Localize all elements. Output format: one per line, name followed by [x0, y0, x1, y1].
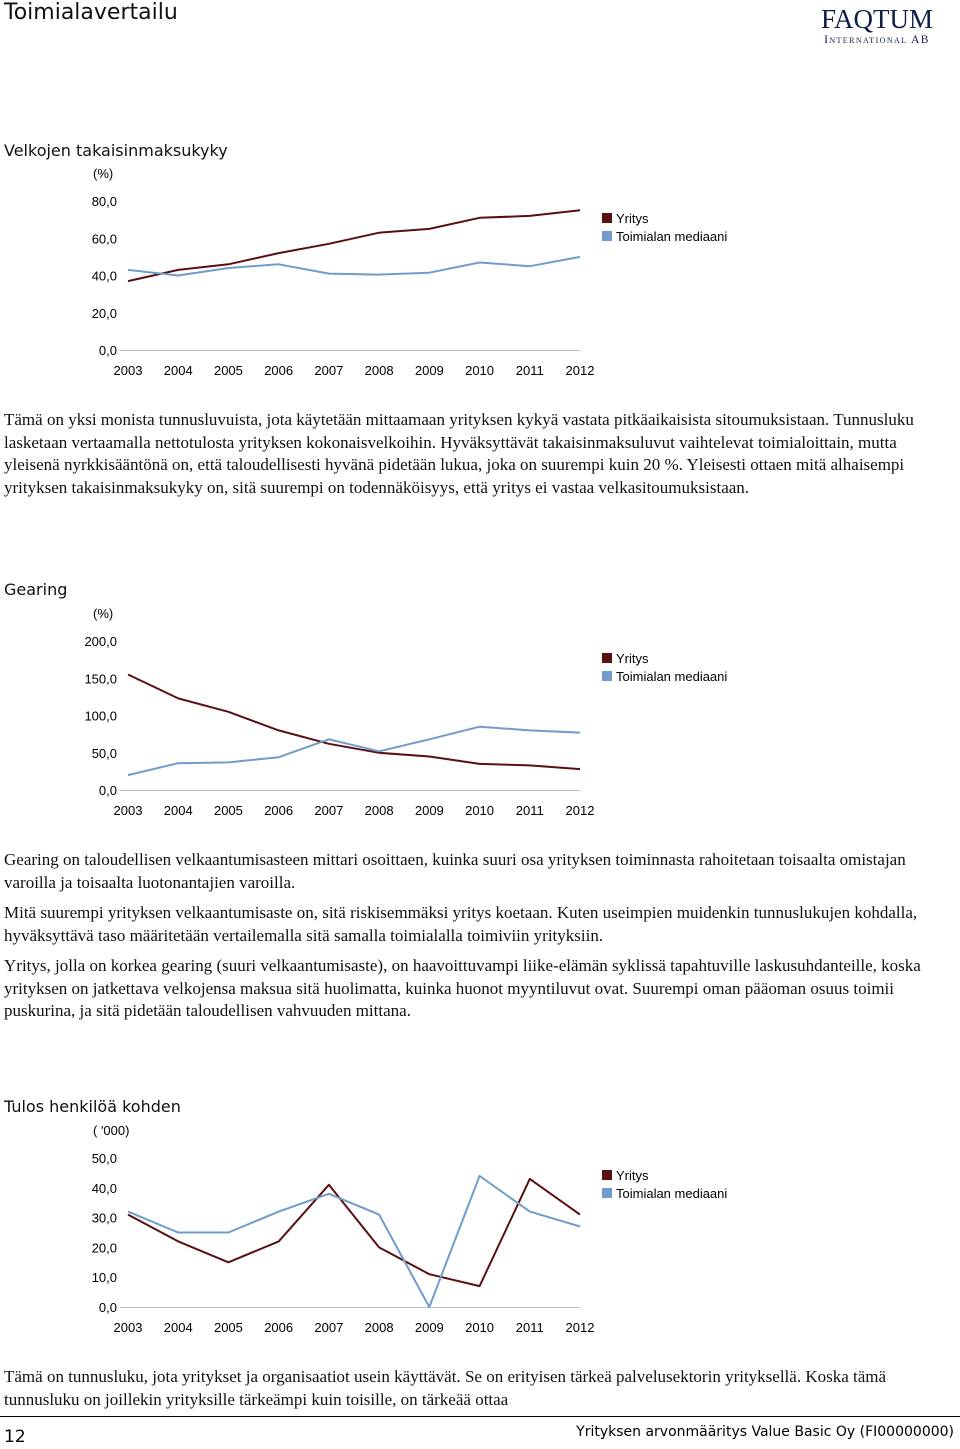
x-tick-label: 2009	[414, 1320, 444, 1335]
x-tick-label: 2008	[364, 363, 394, 378]
logo-main-text: FAQTUM	[820, 4, 934, 34]
y-tick-label: 60,0	[91, 231, 117, 247]
x-tick-label: 2007	[314, 363, 344, 378]
x-tick-label: 2005	[213, 1320, 243, 1335]
paragraph: Yritys, jolla on korkea gearing (suuri velkaantumisaste), on haavoittuvampi liike-elämän syklissä tapahtuville laskusuhdanteille, koska yrityksen on jatkettava velkojensa maksua sitä huolimatta, kuinka huonot myyntiluvut ovat. Suurempi oman pääoman osuus toimii puskurina, ja sitä pidetään taloudellisen vahvuuden mittana.	[4, 956, 921, 1020]
x-tick-label: 2009	[414, 803, 444, 818]
x-tick-label: 2010	[465, 1320, 495, 1335]
legend-label: Yritys	[616, 1168, 649, 1183]
legend-label: Yritys	[616, 211, 649, 226]
legend-swatch	[602, 231, 612, 241]
footer-text: Yrityksen arvonmääritys Value Basic Oy (FI00000000)	[576, 1424, 954, 1440]
paragraph: Mitä suurempi yrityksen velkaantumisaste on, sitä riskisemmäksi yritys koetaan. Kuten useimpien muidenkin tunnuslukujen kohdalla, hyväksyttävä taso määritetään vertailemalla sitä samalla toimialalla toimiviin yrityksiin.	[4, 903, 918, 945]
x-tick-label: 2012	[565, 803, 595, 818]
x-tick-label: 2008	[364, 1320, 394, 1335]
series-line-company	[128, 675, 580, 770]
x-tick-label: 2007	[314, 803, 344, 818]
text-repayment	[4, 409, 956, 499]
paragraph: Tämä on tunnusluku, jota yritykset ja organisaatiot usein käyttävät. Se on erityisen tärkeä palvelusektorin yrityksellä. Koska tämä tunnusluku on joillekin yrityksille tärkeämpi kuin toisille, on tärkeää ottaa	[4, 1367, 887, 1409]
x-tick-label: 2011	[515, 363, 544, 378]
page-title: Toimialavertailu	[4, 0, 178, 25]
legend-swatch	[602, 1170, 612, 1180]
paragraph: Tämä on yksi monista tunnusluvuista, jota käytetään mittaamaan yrityksen kykyä vastata pitkäaikaisista sitoumuksistaan. Tunnusluku lasketaan vertaamalla nettotulosta yrityksen kokonaisvelkoihin. Hyväksyttävät takaisinmaksuluvut vaihtelevat toimialoittain, mutta yleisenä nyrkkisääntönä on, että taloudellisesti hyvänä pidetään lukua, joka on suurempi kuin 20 %. Yleisesti ottaen mitä alhaisempi yrityksen takaisinmaksukyky on, sitä suurempi on todennäköisyys, että yritys ei vastaa velkasitoumuksistaan.	[4, 410, 914, 497]
footer-divider	[0, 1416, 960, 1417]
section-title-profit-per-person: Tulos henkilöä kohden	[4, 1097, 181, 1116]
x-tick-label: 2007	[314, 1320, 344, 1335]
x-tick-label: 2011	[515, 803, 544, 818]
x-tick-label: 2004	[163, 1320, 193, 1335]
legend-swatch	[602, 653, 612, 663]
x-tick-label: 2010	[465, 363, 495, 378]
y-tick-label: 150,0	[84, 671, 117, 687]
legend-label: Toimialan mediaani	[616, 669, 728, 684]
legend-label: Toimialan mediaani	[616, 1186, 728, 1201]
series-line-company	[128, 210, 580, 281]
legend-label: Toimialan mediaani	[616, 229, 728, 244]
chart-profit-per-person	[0, 1117, 960, 1342]
y-tick-label: 10,0	[91, 1270, 117, 1286]
x-tick-label: 2006	[264, 363, 294, 378]
text-gearing	[4, 849, 956, 1023]
y-tick-label: 50,0	[91, 745, 117, 761]
legend-label: Yritys	[616, 651, 649, 666]
text-profit-per-person	[4, 1366, 956, 1411]
y-tick-label: 100,0	[84, 708, 117, 724]
paragraph: Gearing on taloudellisen velkaantumisasteen mittari osoittaen, kuinka suuri osa yrityksen toiminnasta rahoitetaan toisaalta omistajan varoilla ja toisaalta luotonantajien varoilla.	[4, 850, 906, 892]
y-unit-label: ( '000)	[93, 1123, 130, 1138]
series-line-industry-median	[128, 727, 580, 775]
y-tick-label: 20,0	[91, 1240, 117, 1256]
y-tick-label: 50,0	[91, 1151, 117, 1166]
y-tick-label: 20,0	[91, 305, 117, 321]
y-tick-label: 30,0	[91, 1210, 117, 1226]
legend-swatch	[602, 671, 612, 681]
x-tick-label: 2003	[113, 363, 143, 378]
x-tick-label: 2003	[113, 803, 143, 818]
x-tick-label: 2008	[364, 803, 394, 818]
x-tick-label: 2009	[414, 363, 444, 378]
y-tick-label: 200,0	[84, 634, 117, 649]
legend-swatch	[602, 213, 612, 223]
x-tick-label: 2006	[264, 1320, 294, 1335]
page-number: 12	[4, 1427, 26, 1447]
x-tick-label: 2005	[213, 803, 243, 818]
x-tick-label: 2010	[465, 803, 495, 818]
chart-debt-repayment	[0, 160, 960, 385]
y-tick-label: 0,0	[98, 783, 117, 798]
chart-gearing	[0, 600, 960, 825]
y-tick-label: 0,0	[98, 1300, 117, 1315]
x-tick-label: 2003	[113, 1320, 143, 1335]
x-tick-label: 2004	[163, 803, 193, 818]
x-tick-label: 2006	[264, 803, 294, 818]
x-tick-label: 2012	[565, 1320, 595, 1335]
series-line-industry-median	[128, 257, 580, 276]
logo-sub-text: International AB	[824, 34, 930, 46]
section-title-gearing: Gearing	[4, 580, 68, 599]
legend-swatch	[602, 1188, 612, 1198]
y-tick-label: 80,0	[91, 194, 117, 209]
x-tick-label: 2005	[213, 363, 243, 378]
faqtum-logo	[802, 2, 952, 46]
y-tick-label: 40,0	[91, 268, 117, 284]
y-tick-label: 40,0	[91, 1180, 117, 1196]
x-tick-label: 2004	[163, 363, 193, 378]
y-tick-label: 0,0	[98, 343, 117, 358]
x-tick-label: 2012	[565, 363, 595, 378]
y-unit-label: (%)	[93, 166, 114, 181]
x-tick-label: 2011	[515, 1320, 544, 1335]
y-unit-label: (%)	[93, 606, 114, 621]
series-line-industry-median	[128, 1176, 580, 1307]
section-title-repayment: Velkojen takaisinmaksukyky	[4, 141, 228, 160]
